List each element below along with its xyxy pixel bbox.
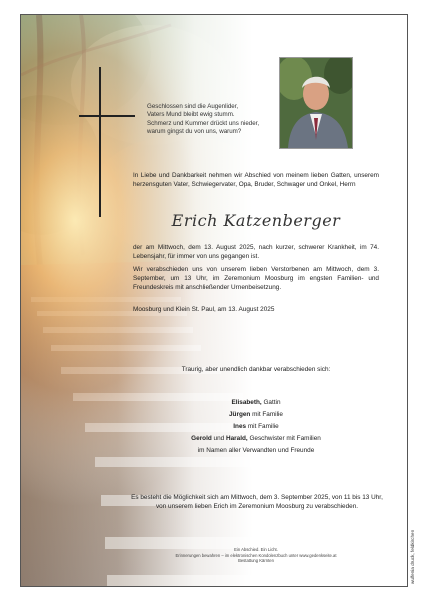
footer [141, 547, 371, 564]
poem-line: warum gingst du von uns, warum? [147, 128, 242, 136]
cross-icon [99, 67, 101, 217]
farewell-text: Wir verabschieden uns von unserem lieben Verstorbenen am Mittwoch, dem 3. September, um 13 Uhr, im Zeremonium Moosburg im engsten Familien- und Freundeskreis mit anschließender Urnenbeisetzung. [133, 266, 379, 292]
mourners-intro: Traurig, aber unendlich dankbar verabschieden sich: [181, 366, 331, 373]
obituary-content [21, 15, 407, 586]
visitation-text: Es besteht die Möglichkeit sich am Mittwoch, dem 3. September 2025, von 11 bis 13 Uhr, von unserem lieben Erich im Zeremonium Moosburg zu verabschieden. [131, 494, 383, 511]
obituary-frame [20, 14, 408, 587]
poem-line: Geschlossen sind die Augenlider, [147, 103, 239, 110]
mourner-line: Elisabeth, Gattin [231, 399, 281, 406]
deceased-name: Erich Katzenberger [171, 211, 341, 230]
mourners-list [133, 397, 379, 457]
intro-text: In Liebe und Dankbarkeit nehmen wir Abschied von meinem lieben Gatten, unserem herzensguten Vater, Schwiegervater, Opa, Bruder, Schwager und Onkel, Herrn [133, 172, 379, 189]
poem [147, 103, 283, 137]
portrait-photo [279, 57, 353, 149]
footer-line: Erinnerungen bewahren – im elektronischen Kondolenzbuch unter www.gedenkseite.at [175, 552, 337, 558]
mourner-line: im Namen aller Verwandten und Freunde [197, 447, 315, 454]
printer-credit: wulfenia druck, feldkirchen [410, 529, 415, 584]
footer-line: Bestattung Kärnten [238, 558, 274, 564]
cross-bar [79, 115, 135, 117]
poem-line: Schmerz und Kummer drückt uns nieder, [147, 119, 260, 127]
death-notice: der am Mittwoch, dem 13. August 2025, nach kurzer, schwerer Krankheit, im 74. Lebensjahr, für immer von uns gegangen ist. [133, 244, 379, 261]
mourner-line: Gerold und Harald, Geschwister mit Familien [191, 435, 321, 442]
place-date: Moosburg und Klein St. Paul, am 13. August 2025 [133, 306, 275, 313]
poem-line: Vaters Mund bleibt ewig stumm. [147, 111, 235, 119]
mourner-line: Ines mit Familie [233, 423, 279, 430]
mourner-line: Jürgen mit Familie [229, 411, 283, 418]
footer-line: Ein Abschied. Ein Licht. [234, 547, 278, 552]
